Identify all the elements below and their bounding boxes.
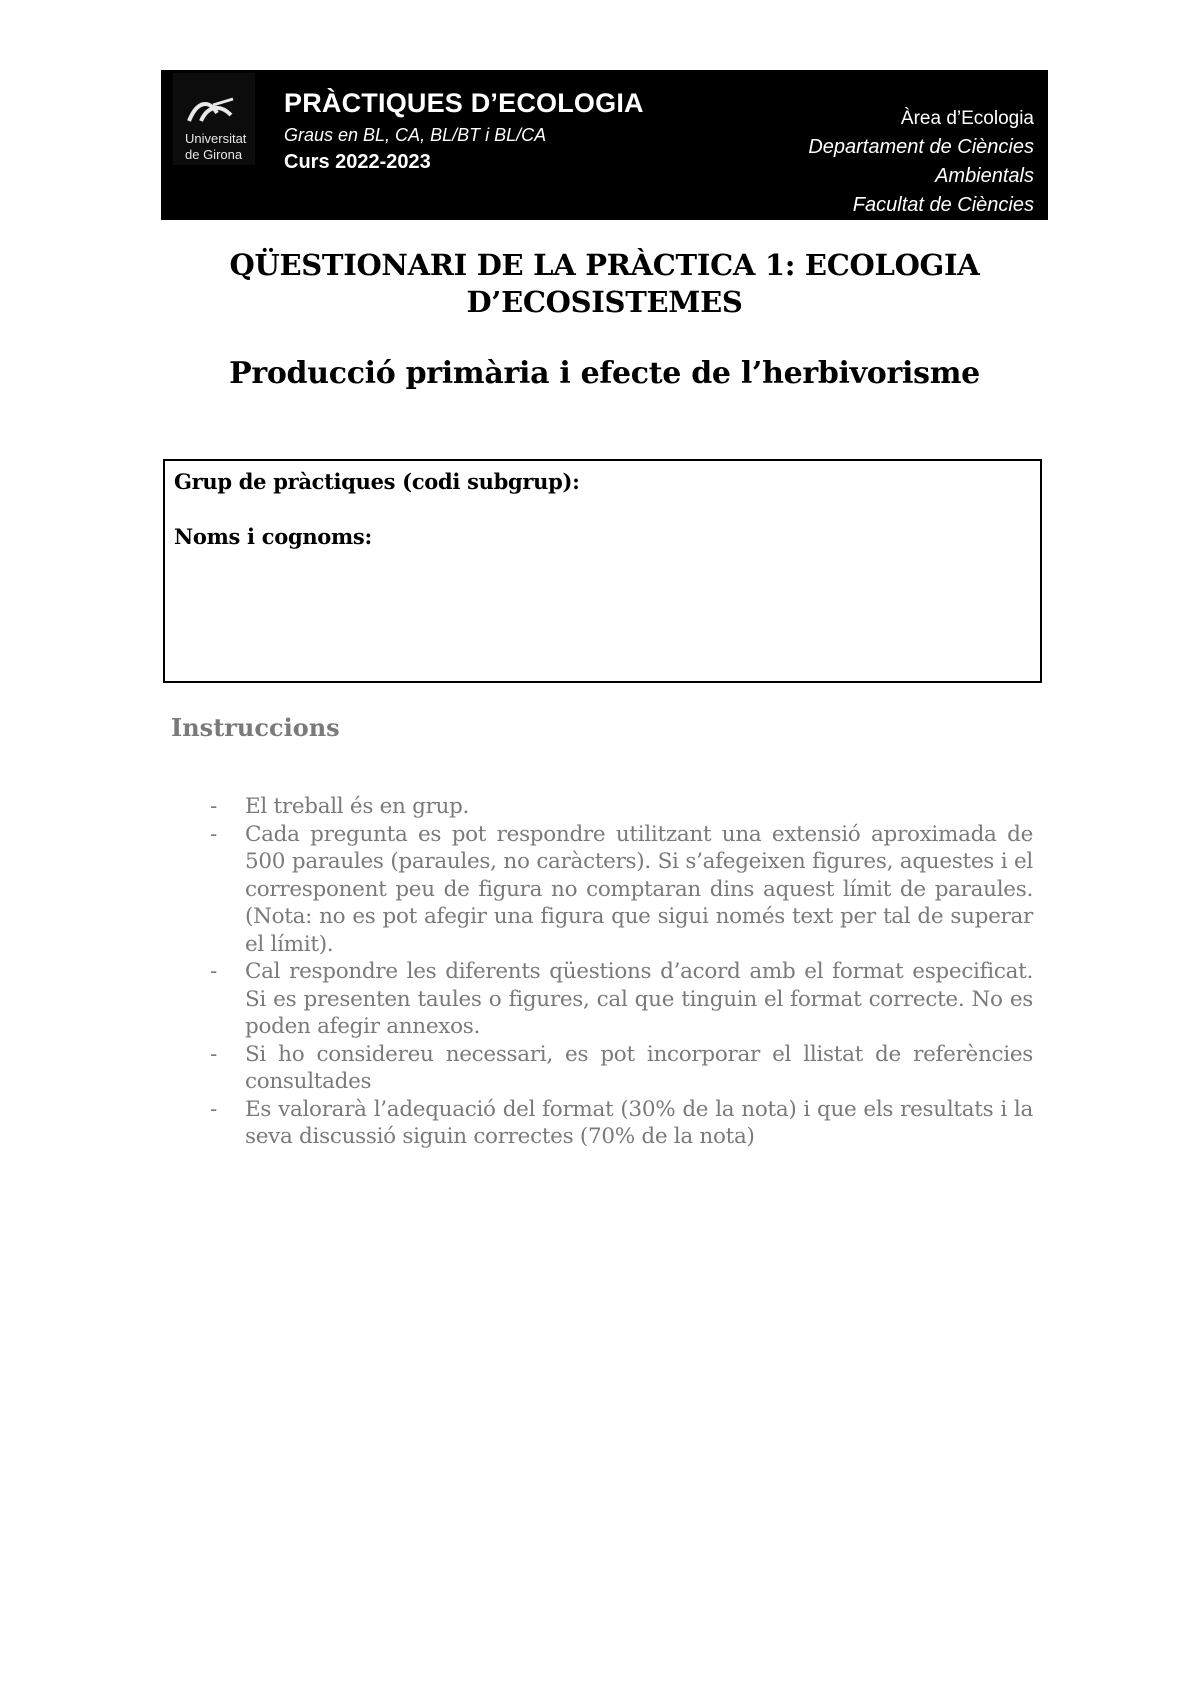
header-department: Departament de Ciències <box>808 136 1034 158</box>
list-item <box>210 821 1033 959</box>
instructions-list <box>210 793 1033 1151</box>
header-area: Àrea d’Ecologia <box>900 108 1034 129</box>
header-year: Curs 2022-2023 <box>284 151 431 173</box>
document-title-line-1: QÜESTIONARI DE LA PRÀCTICA 1: ECOLOGIA <box>229 248 980 282</box>
list-item <box>210 958 1033 1041</box>
header-department-cont: Ambientals <box>935 165 1034 187</box>
document-title <box>161 247 1048 321</box>
dash-bullet: - <box>210 794 217 819</box>
list-item-text: El treball és en grup. <box>245 794 470 819</box>
names-label: Noms i cognoms: <box>174 524 372 549</box>
header-faculty: Facultat de Ciències <box>852 194 1034 216</box>
instructions-heading: Instruccions <box>171 713 340 742</box>
group-label: Grup de pràctiques (codi subgrup): <box>174 469 580 494</box>
page-header <box>161 70 1048 220</box>
document-subtitle: Producció primària i efecte de l’herbivorisme <box>229 356 980 391</box>
student-info-box <box>163 459 1042 683</box>
logo-text-line-1: Universitat <box>185 131 247 146</box>
list-item-text: Si ho considereu necessari, es pot incorporar el llistat de referències consultades <box>245 1041 1033 1094</box>
logo-text <box>185 131 246 163</box>
logo-text-line-2: de Girona <box>185 147 243 162</box>
list-item <box>210 793 1033 821</box>
header-course-info <box>284 86 644 176</box>
header-degrees: Graus en BL, CA, BL/BT i BL/CA <box>284 125 547 145</box>
list-item <box>210 1041 1033 1096</box>
logo-bridge-icon <box>187 95 237 125</box>
header-department-info <box>808 104 1034 220</box>
list-item-text: Cal respondre les diferents qüestions d’acord amb el format especificat. Si es presenten taules o figures, cal que tinguin el format correcte. No es poden afegir annexos. <box>245 959 1033 1039</box>
dash-bullet: - <box>210 959 217 984</box>
list-item-text: Cada pregunta es pot respondre utilitzant una extensió aproximada de 500 paraules (paraules, no caràcters). Si s’afegeixen figures, aquestes i el corresponent peu de figura no comptaran dins aquest límit de paraules. (Nota: no es pot afegir una figura que sigui només text per tal de superar el límit). <box>245 821 1033 957</box>
header-title: PRÀCTIQUES D’ECOLOGIA <box>284 88 644 118</box>
dash-bullet: - <box>210 821 217 847</box>
list-item-text: Es valorarà l’adequació del format (30% de la nota) i que els resultats i la seva discussió siguin correctes (70% de la nota) <box>245 1096 1033 1149</box>
university-logo <box>173 73 255 165</box>
dash-bullet: - <box>210 1096 217 1122</box>
list-item <box>210 1096 1033 1151</box>
document-title-line-2: D’ECOSISTEMES <box>466 285 743 319</box>
dash-bullet: - <box>210 1041 217 1067</box>
